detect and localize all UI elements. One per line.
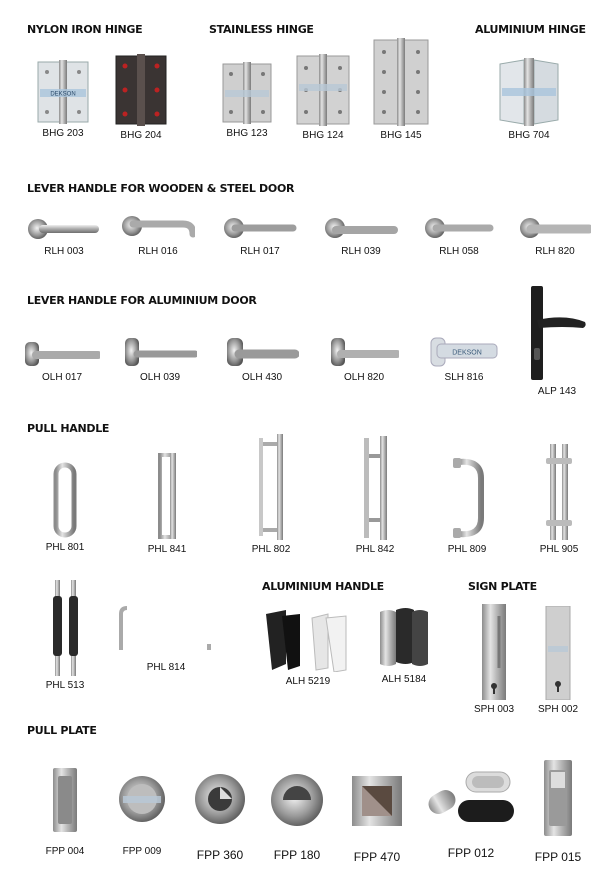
product-code: FPP 009 [122, 846, 162, 857]
product-code: FPP 004 [45, 846, 85, 857]
product-code: PHL 905 [539, 544, 579, 555]
lever-handle-image [223, 216, 297, 242]
product-fpp-470 [346, 774, 408, 864]
product-slh-816 [428, 336, 500, 383]
product-code: BHG 204 [120, 130, 162, 141]
flush-pull-image [52, 768, 78, 832]
flush-pull-image [269, 772, 325, 828]
product-code: PHL 842 [355, 544, 395, 555]
product-code: PHL 802 [251, 544, 291, 555]
product-rlh-058 [424, 216, 494, 257]
hinge-image [222, 62, 272, 124]
product-bhg-124 [295, 54, 351, 141]
product-code: BHG 704 [508, 130, 550, 141]
product-phl-814 [110, 604, 222, 673]
lever-handle-image [121, 214, 195, 242]
product-code: BHG 124 [302, 130, 344, 141]
product-olh-430 [224, 336, 300, 383]
product-bhg-203 [35, 60, 91, 139]
product-code: ALP 143 [537, 386, 577, 397]
product-bhg-704 [497, 58, 561, 141]
lever-handle-image [519, 216, 591, 242]
product-phl-809 [442, 456, 492, 555]
product-olh-017 [24, 340, 100, 383]
section-title-stainless-hinge: STAINLESS HINGE [209, 23, 314, 36]
product-code: RLH 820 [535, 246, 575, 257]
product-code: BHG 123 [226, 128, 268, 139]
product-code: FPP 470 [353, 850, 401, 864]
product-sph-002 [532, 606, 584, 715]
product-code: OLH 039 [139, 372, 181, 383]
product-code: FPP 360 [196, 848, 244, 862]
product-code: FPP 015 [534, 850, 582, 864]
product-olh-039 [122, 336, 198, 383]
sign-plate-image [545, 606, 571, 700]
product-code: RLH 039 [341, 246, 381, 257]
product-code: OLH 430 [241, 372, 283, 383]
hinge-image [37, 60, 89, 124]
product-fpp-180 [266, 772, 328, 862]
flush-pull-image [543, 760, 573, 836]
product-code: PHL 801 [45, 542, 85, 553]
lever-handle-image [424, 216, 494, 242]
section-title-lever-wooden-steel: LEVER HANDLE FOR WOODEN & STEEL DOOR [27, 182, 295, 195]
product-sph-003 [468, 604, 520, 715]
product-code: PHL 841 [147, 544, 187, 555]
product-fpp-015 [530, 760, 586, 864]
product-phl-513 [40, 580, 90, 691]
product-alp-143 [524, 284, 590, 397]
product-fpp-009 [114, 774, 170, 857]
flush-pull-image [426, 770, 516, 826]
lever-handle-image [225, 336, 299, 368]
section-title-pull-plate: PULL PLATE [27, 724, 97, 737]
pull-handle-image [447, 456, 487, 540]
product-rlh-016 [120, 214, 196, 257]
section-title-lever-aluminium: LEVER HANDLE FOR ALUMINIUM DOOR [27, 294, 257, 307]
product-code: FPP 180 [273, 848, 321, 862]
flush-pull-image [350, 774, 404, 828]
product-code: RLH 017 [240, 246, 280, 257]
product-code: PHL 513 [45, 680, 85, 691]
section-title-pull-handle: PULL HANDLE [27, 422, 110, 435]
flush-pull-image [193, 772, 247, 826]
product-code: RLH 016 [138, 246, 178, 257]
product-code: ALH 5184 [381, 674, 427, 685]
product-code: BHG 145 [380, 130, 422, 141]
product-rlh-003 [26, 216, 102, 257]
product-code: FPP 012 [447, 846, 495, 860]
product-bhg-145 [371, 38, 431, 141]
pull-handle-image [47, 580, 83, 676]
product-bhg-204 [113, 54, 169, 141]
hinge-image [296, 54, 350, 126]
lever-handle-image [27, 216, 101, 242]
product-phl-801 [40, 462, 90, 553]
product-code: RLH 003 [44, 246, 84, 257]
product-code: PHL 809 [447, 544, 487, 555]
product-code: RLH 058 [439, 246, 479, 257]
product-rlh-017 [222, 216, 298, 257]
hinge-image [498, 58, 560, 126]
hinge-image [373, 38, 429, 126]
product-alh-5219 [258, 608, 358, 687]
flush-pull-image [117, 774, 167, 824]
product-phl-841 [142, 452, 192, 555]
section-title-nylon-iron-hinge: NYLON IRON HINGE [27, 23, 143, 36]
product-code: ALH 5219 [285, 676, 331, 687]
product-fpp-004 [40, 768, 90, 857]
product-bhg-123 [219, 62, 275, 139]
pull-handle-image [111, 604, 221, 658]
product-phl-802 [246, 434, 296, 555]
product-phl-905 [534, 444, 584, 555]
product-fpp-012 [426, 770, 516, 860]
section-title-aluminium-handle: ALUMINIUM HANDLE [262, 580, 384, 593]
pull-handle-image [152, 452, 182, 540]
lever-handle-image [329, 336, 399, 368]
brand-watermark: DEKSON [452, 349, 482, 357]
product-alh-5184 [376, 606, 432, 685]
product-fpp-360 [190, 772, 250, 862]
pull-handle-image [253, 434, 289, 540]
product-code: BHG 203 [42, 128, 84, 139]
sign-plate-image [481, 604, 507, 700]
lever-plate-image [525, 284, 589, 382]
product-code: SPH 002 [537, 704, 579, 715]
section-title-sign-plate: SIGN PLATE [468, 580, 537, 593]
product-phl-842 [350, 436, 400, 555]
pull-handle-image [358, 436, 392, 540]
lever-handle-image [429, 336, 499, 368]
product-code: PHL 814 [146, 662, 186, 673]
product-olh-820 [328, 336, 400, 383]
product-rlh-039 [323, 216, 399, 257]
product-rlh-820 [518, 216, 592, 257]
lever-handle-image [24, 340, 100, 368]
hinge-image [115, 54, 167, 126]
product-code: OLH 017 [41, 372, 83, 383]
product-code: SPH 003 [473, 704, 515, 715]
section-title-aluminium-hinge: ALUMINIUM HINGE [475, 23, 586, 36]
aluminium-handle-image [376, 606, 432, 670]
product-code: SLH 816 [444, 372, 484, 383]
pull-handle-image [50, 462, 80, 538]
brand-watermark: DEKSON [50, 91, 76, 98]
product-code: OLH 820 [343, 372, 385, 383]
lever-handle-image [324, 216, 398, 242]
lever-handle-image [123, 336, 197, 368]
pull-handle-image [542, 444, 576, 540]
aluminium-handle-image [260, 608, 356, 672]
